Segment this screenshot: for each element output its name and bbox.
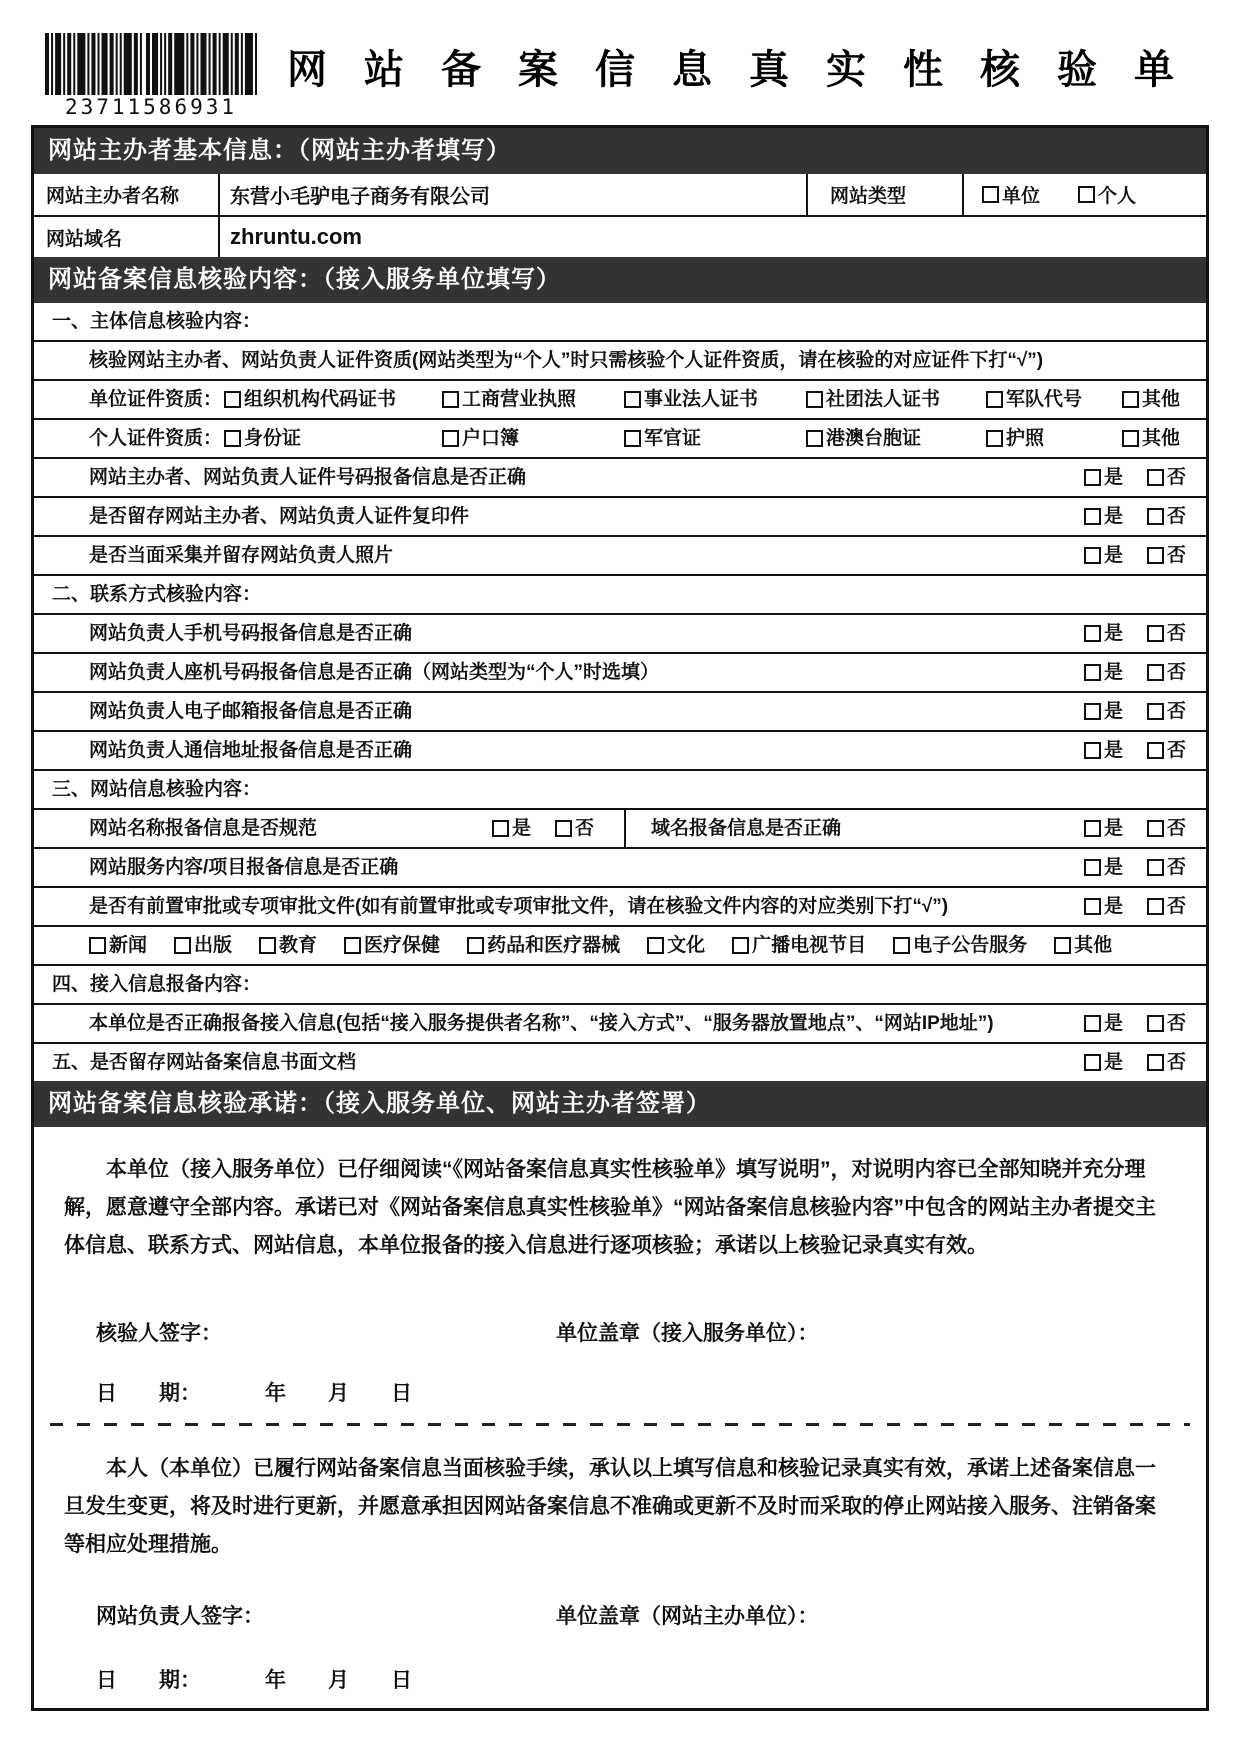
checkbox-icon [1084,625,1101,642]
checkbox-icon [1084,742,1101,759]
organizer-name-value: 东营小毛驴电子商务有限公司 [230,186,490,208]
checkbox-icon [986,430,1003,447]
option-label: 港澳台胞证 [826,427,922,449]
checkbox-option[interactable] [442,427,624,451]
unit-seal-isp-label: 单位盖章（接入服务单位）： [556,1322,819,1345]
pledge-paragraph-organizer: 本人（本单位）已履行网站备案信息当面核验手续，承认以上填写信息和核验记录真实有效，承诺上述备案信息一旦发生变更，将及时进行更新，并愿意承担因网站备案信息不准确或更新不及时而采取的停止网站接入服务、注销备案等相应处理措施。 [64,1457,1156,1556]
date-row-2 [50,1664,1190,1694]
checkbox-icon [1147,898,1164,915]
date-row-1 [50,1377,1190,1407]
domain-label: 网站域名 [34,217,220,257]
option-label: 电子公告服务 [913,934,1028,956]
checkbox-icon [806,391,823,408]
no-label: 否 [1166,622,1186,644]
group-options [224,388,1206,412]
checkbox-icon [1147,703,1164,720]
row-text: 是否有前置审批或专项审批文件(如有前置审批或专项审批文件，请在核验文件内容的对应类别下打“√”) [89,895,949,917]
checklist-row [34,457,1206,496]
checkbox-icon [1084,1015,1101,1032]
split-cell-left [34,810,626,847]
option-label: 教育 [279,934,318,956]
yes-no-options [1084,1012,1186,1036]
row-text: 网站负责人通信地址报备信息是否正确 [89,739,413,761]
option-label: 户口簿 [462,427,520,449]
checklist-row [34,769,1206,808]
checklist-row [34,613,1206,652]
yes-label: 是 [1103,1051,1123,1073]
yes-option[interactable] [1084,700,1123,724]
responsible-sign-label: 网站负责人签字： [96,1605,264,1628]
checkbox-icon [1084,820,1101,837]
checklist-row [34,574,1206,613]
row-text: 网站服务内容/项目报备信息是否正确 [89,856,399,878]
checklist-row [34,652,1206,691]
checklist-row [34,730,1206,769]
yes-label: 是 [1103,466,1123,488]
yes-no-options [1084,544,1186,568]
checklist-row [34,964,1206,1003]
checkbox-icon [467,937,484,954]
checkbox-option[interactable] [344,934,440,958]
option-label: 个人 [1098,186,1137,207]
form-title: 网站备案信息真实性核验单 [287,48,1211,92]
checkbox-icon [1122,430,1139,447]
checkbox-option[interactable] [893,934,1027,958]
checkbox-icon [1084,859,1101,876]
no-option[interactable] [1147,661,1186,685]
organizer-name-row [34,174,1206,215]
date-ymd: 年 月 日 [265,1382,412,1405]
yes-option[interactable] [1084,1012,1123,1036]
row-heading: 四、接入信息报备内容： [52,973,262,995]
yes-label: 是 [1103,622,1123,644]
checkbox-icon [1147,547,1164,564]
checkbox-icon [492,820,509,837]
date-label: 日 期： [96,1669,201,1692]
section-checklist-title: 网站备案信息核验内容：（接入服务单位填写） [48,266,561,293]
checkbox-option[interactable] [986,427,1122,451]
yes-no-options [1084,856,1186,880]
checkbox-option[interactable] [806,427,986,451]
checkbox-icon [1084,1054,1101,1071]
checkbox-option[interactable] [806,388,986,412]
checkbox-icon [1147,469,1164,486]
yes-label: 是 [1103,856,1123,878]
checklist-row [34,847,1206,886]
no-label: 否 [1166,700,1186,722]
no-option[interactable] [1147,505,1186,529]
yes-label: 是 [1103,895,1123,917]
row-text: 是否留存网站主办者、网站负责人证件复印件 [89,505,470,527]
checkbox-option[interactable] [259,934,317,958]
no-label: 否 [1166,739,1186,761]
option-label: 单位 [1002,186,1041,207]
yes-label: 是 [1103,544,1123,566]
no-label: 否 [1166,895,1186,917]
yes-option[interactable] [1084,544,1123,568]
no-option[interactable] [1147,1051,1186,1075]
page-header [0,0,1240,125]
checkbox-icon [1147,742,1164,759]
checkbox-icon [1147,1054,1164,1071]
checkbox-icon [1084,508,1101,525]
no-label: 否 [1166,505,1186,527]
barcode-image [45,33,257,95]
no-option[interactable] [1147,466,1186,490]
yes-option[interactable] [1084,895,1123,919]
checkbox-icon [624,430,641,447]
no-label: 否 [1166,817,1186,839]
option-label: 军官证 [644,427,702,449]
checklist-row [34,808,1206,847]
split-cell-right [626,810,1206,847]
checkbox-icon [624,391,641,408]
checkbox-icon [806,430,823,447]
row-text: 网站负责人电子邮箱报备信息是否正确 [89,700,413,722]
yes-option[interactable] [1084,856,1123,880]
yes-option[interactable] [492,817,531,841]
no-option[interactable] [555,817,594,841]
pledge-section [34,1151,1206,1708]
no-option[interactable] [1147,895,1186,919]
section-pledge-header [34,1081,1206,1127]
yes-label: 是 [1103,505,1123,527]
checkbox-icon [1054,937,1071,954]
checklist-row [34,303,1206,340]
option-label: 护照 [1006,427,1045,449]
checkbox-icon [224,430,241,447]
yes-label: 是 [1103,1012,1123,1034]
row-heading: 二、联系方式核验内容： [52,583,262,605]
row-text: 网站负责人座机号码报备信息是否正确（网站类型为“个人”时选填） [89,661,660,683]
yes-option[interactable] [1084,1051,1123,1075]
checkbox-icon [442,391,459,408]
checkbox-option[interactable] [224,388,442,412]
yes-label: 是 [511,817,531,839]
yes-option[interactable] [1084,661,1123,685]
checklist-rows [34,303,1206,1081]
row-heading: 一、主体信息核验内容： [52,310,262,332]
yes-option[interactable] [1084,739,1123,763]
checkbox-option[interactable] [1122,427,1180,451]
yes-no-options [1084,700,1186,724]
no-option[interactable] [1147,856,1186,880]
yes-no-options [1084,817,1186,841]
group-label: 个人证件资质： [89,427,223,449]
option-label: 医疗保健 [364,934,441,956]
row-text: 网站名称报备信息是否规范 [89,817,318,839]
option-label: 其他 [1142,388,1181,410]
yes-label: 是 [1103,817,1123,839]
barcode-number: 23711586931 [64,95,238,119]
no-label: 否 [1166,466,1186,488]
checkbox-option[interactable] [467,934,620,958]
cut-line [50,1423,1190,1426]
domain-row [34,215,1206,257]
yes-option[interactable] [1084,505,1123,529]
verifier-sign-row [50,1317,1190,1347]
organizer-name-label: 网站主办者名称 [34,174,220,215]
no-option[interactable] [1147,700,1186,724]
checkbox-option[interactable] [174,934,232,958]
checkbox-icon [174,937,191,954]
checkbox-icon [1084,469,1101,486]
checkbox-option[interactable] [647,934,705,958]
checkbox-icon [1122,391,1139,408]
date-ymd: 年 月 日 [265,1669,412,1692]
checklist-row [34,1042,1206,1081]
yes-label: 是 [1103,661,1123,683]
yes-label: 是 [1103,700,1123,722]
yes-no-options [1084,505,1186,529]
group-label: 单位证件资质： [89,388,223,410]
no-option[interactable] [1147,739,1186,763]
verifier-sign-label: 核验人签字： [96,1322,222,1345]
checkbox-icon [1084,664,1101,681]
checkbox-option[interactable] [624,388,806,412]
checkbox-option[interactable] [986,388,1122,412]
checklist-row [34,925,1206,964]
yes-no-options [1084,661,1186,685]
responsible-sign-row [50,1600,1190,1630]
checkbox-option[interactable] [1054,934,1112,958]
no-label: 否 [1166,661,1186,683]
checkbox-icon [1147,820,1164,837]
section-checklist-header [34,257,1206,303]
site-type-options [964,174,1206,215]
checkbox-icon [344,937,361,954]
yes-no-options [1084,739,1186,763]
checkbox-icon [1078,186,1095,203]
yes-no-options [1084,895,1186,919]
no-label: 否 [1166,544,1186,566]
yes-no-options [492,817,594,841]
checkbox-option[interactable] [442,388,624,412]
checkbox-icon [555,820,572,837]
checklist-row [34,418,1206,457]
checkbox-icon [224,391,241,408]
checkbox-option[interactable] [624,427,806,451]
row-text: 网站主办者、网站负责人证件号码报备信息是否正确 [89,466,527,488]
checkbox-icon [1084,547,1101,564]
option-label: 新闻 [109,934,148,956]
yes-option[interactable] [1084,466,1123,490]
option-label: 组织机构代码证书 [244,388,397,410]
option-label: 其他 [1142,427,1181,449]
checkbox-icon [982,186,999,203]
checkbox-icon [732,937,749,954]
checkbox-icon [89,937,106,954]
checkbox-option[interactable] [89,934,147,958]
domain-value: zhruntu.com [230,224,362,249]
yes-no-options [1084,622,1186,646]
checkbox-icon [986,391,1003,408]
yes-option[interactable] [1084,622,1123,646]
checkbox-icon [259,937,276,954]
option-label: 身份证 [244,427,302,449]
checkbox-option[interactable] [1122,388,1180,412]
no-option[interactable] [1147,622,1186,646]
no-label: 否 [1166,1051,1186,1073]
checklist-row [34,496,1206,535]
option-label: 社团法人证书 [826,388,941,410]
section-pledge-title: 网站备案信息核验承诺：（接入服务单位、网站主办者签署） [48,1090,711,1117]
no-label: 否 [574,817,594,839]
date-label: 日 期： [96,1382,201,1405]
option-label: 事业法人证书 [644,388,759,410]
row-text: 网站负责人手机号码报备信息是否正确 [89,622,413,644]
option-label: 文化 [667,934,706,956]
checkbox-icon [1147,508,1164,525]
checkbox-icon [1084,898,1101,915]
option-label: 药品和医疗器械 [487,934,621,956]
checkbox-icon [1147,625,1164,642]
section-basic-title: 网站主办者基本信息：（网站主办者填写） [48,137,511,164]
option-label: 广播电视节目 [752,934,867,956]
checkbox-icon [1147,1015,1164,1032]
form-table [31,125,1209,1711]
no-option[interactable] [1147,1012,1186,1036]
checkbox-option[interactable] [224,427,442,451]
row-text: 本单位是否正确报备接入信息(包括“接入服务提供者名称”、“接入方式”、“服务器放置地点”、“网站IP地址”) [89,1012,994,1034]
no-option[interactable] [1147,544,1186,568]
row-text: 是否当面采集并留存网站负责人照片 [89,544,394,566]
site-type-personal-option[interactable] [1078,181,1136,208]
row-heading: 三、网站信息核验内容： [52,778,262,800]
option-label: 工商营业执照 [462,388,577,410]
checkbox-option[interactable] [732,934,866,958]
no-label: 否 [1166,1012,1186,1034]
section-basic-header [34,128,1206,174]
yes-option[interactable] [1084,817,1123,841]
option-label: 出版 [194,934,233,956]
no-label: 否 [1166,856,1186,878]
checklist-row [34,886,1206,925]
checklist-row [34,379,1206,418]
no-option[interactable] [1147,817,1186,841]
yes-no-options [1084,466,1186,490]
yes-label: 是 [1103,739,1123,761]
site-type-label: 网站类型 [806,174,964,215]
checkbox-icon [893,937,910,954]
checkbox-icon [442,430,459,447]
group-options [224,427,1206,451]
checklist-row [34,535,1206,574]
row-note: 核验网站主办者、网站负责人证件资质(网站类型为“个人”时只需核验个人证件资质，请在核验的对应证件下打“√”) [89,349,1044,371]
checklist-row [34,340,1206,379]
yes-no-options [1084,1051,1186,1075]
row-text: 五、是否留存网站备案信息书面文档 [52,1051,357,1073]
pledge-paragraph-isp: 本单位（接入服务单位）已仔细阅读“《网站备案信息真实性核验单》填写说明”，对说明内容已全部知晓并充分理解，愿意遵守全部内容。承诺已对《网站备案信息真实性核验单》“网站备案信息核验内容”中包含的网站主办者提交主体信息、联系方式、网站信息，本单位报备的接入信息进行逐项核验；承诺以上核验记录真实有效。 [64,1158,1156,1257]
option-label: 军队代号 [1006,388,1083,410]
checkbox-icon [1147,859,1164,876]
row-text: 域名报备信息是否正确 [651,817,842,839]
unit-seal-organizer-label: 单位盖章（网站主办单位）： [556,1605,819,1628]
checklist-row [34,1003,1206,1042]
checkbox-icon [1147,664,1164,681]
checkbox-icon [647,937,664,954]
group-options [89,934,1206,958]
checklist-row [34,691,1206,730]
option-label: 其他 [1074,934,1113,956]
site-type-unit-option[interactable] [982,181,1040,208]
checkbox-icon [1084,703,1101,720]
